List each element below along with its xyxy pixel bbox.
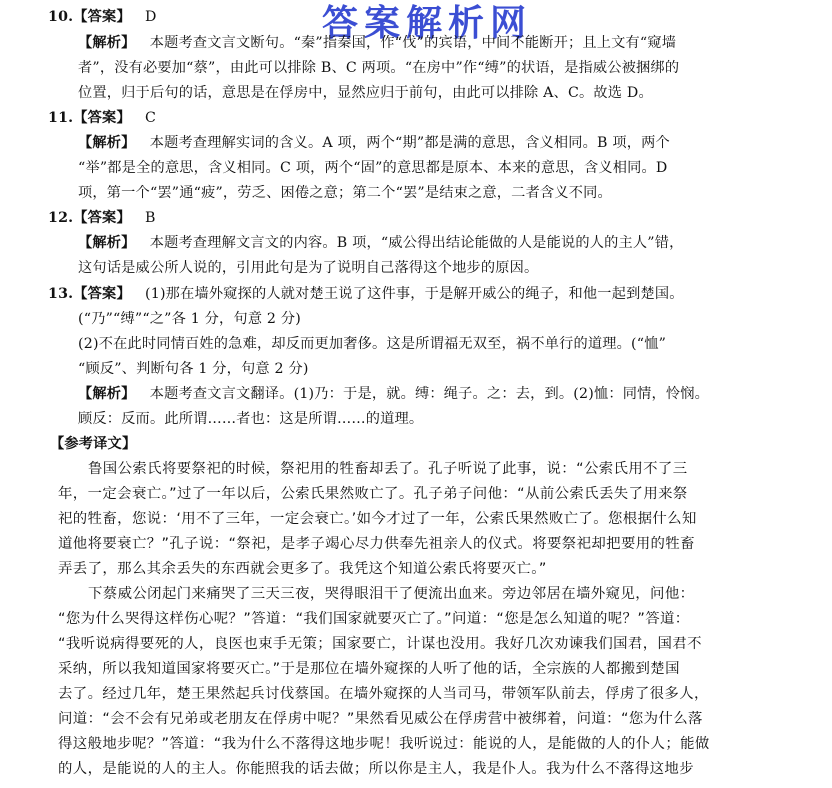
q11-analysis-line: 本题考查理解实词的含义。A 项，两个“期”都是满的意思，含义相同。B 项，两个: [149, 135, 670, 151]
q12-analysis-row: [78, 234, 684, 252]
q10-analysis-label: 【解析】: [78, 35, 136, 51]
q11-analysis-row: [78, 134, 670, 152]
q10-analysis-line: 本题考查文言文断句。“秦”指秦国，作“伐”的宾语，中间不能断开；且上文有“窥墙: [149, 35, 677, 51]
q11-answer-value: C: [144, 110, 157, 126]
translation-line: 弄丢了，那么其余丢失的东西就会更多了。我凭这个知道公索氏将要灭亡。”: [58, 561, 547, 577]
translation-line: “我听说病得要死的人，良医也束手无策；国家要亡，计谋也没用。我好几次劝谏我们国君，国君不: [58, 636, 702, 652]
q13-answer-line: (1)那在墙外窥探的人就对楚王说了这件事，于是解开威公的绳子，和他一起到楚国。: [144, 286, 684, 302]
translation-line: “您为什么哭得这样伤心呢？”答道：“我们国家就要灭亡了。”问道：“您是怎么知道的呢？”答道：: [58, 611, 690, 627]
q11-answer-label: 11.【答案】: [48, 110, 131, 126]
cut-off-text-fragment: [40, 0, 62, 2]
q12-analysis-label: 【解析】: [78, 235, 136, 251]
q13-answer-line: “顾反”、判断句各 1 分，句意 2 分): [78, 361, 309, 377]
q10-answer-row: [48, 8, 157, 26]
watermark: 答案解析网: [322, 3, 533, 44]
q13-analysis-line: 本题考查文言文翻译。(1)乃：于是，就。缚：绳子。之：去，到。(2)恤：同情，怜悯。: [149, 386, 710, 402]
q10-answer-value: D: [144, 9, 157, 25]
q12-answer-row: [48, 209, 156, 227]
q13-answer-row: [48, 285, 684, 303]
q12-analysis-line: 本题考查理解文言文的内容。B 项，“威公得出结论能做的人是能说的人的主人”错，: [149, 235, 684, 251]
q13-analysis-line: 顾反：反而。此所谓……者也：这是所谓……的道理。: [78, 411, 424, 427]
translation-line: 祀的牲畜，您说：‘用不了三年，一定会衰亡。’如今才过了一年，公索氏果然败亡了。您根据什么知: [58, 511, 697, 527]
q10-analysis-row: [78, 34, 676, 52]
q10-answer-label: 10.【答案】: [48, 9, 131, 25]
translation-line: 去了。经过几年，楚王果然起兵讨伐蔡国。在墙外窥探的人当司马，带领军队前去，俘虏了很多人，: [58, 686, 709, 702]
q12-answer-label: 12.【答案】: [48, 210, 131, 226]
translation-line: 采纳，所以我知道国家将要灭亡。”于是那位在墙外窥探的人听了他的话，全宗族的人都搬到楚国: [58, 661, 680, 677]
q11-analysis-label: 【解析】: [78, 135, 136, 151]
q13-answer-label: 13.【答案】: [48, 286, 131, 302]
q11-analysis-line: 项，第一个“罢”通“疲”，劳乏、困倦之意；第二个“罢”是结束之意，二者含义不同。: [78, 185, 612, 201]
translation-line: 鲁国公索氏将要祭祀的时候，祭祀用的牲畜却丢了。孔子听说了此事，说：“公索氏用不了三: [88, 461, 688, 477]
translation-line: 道他将要衰亡？”孔子说：“祭祀，是孝子竭心尽力供奉先祖亲人的仪式。将要祭祀却把要用的牲畜: [58, 536, 695, 552]
q11-analysis-line: “举”都是全的意思，含义相同。C 项，两个“固”的意思都是原本、本来的意思，含义相同。D: [78, 160, 668, 176]
q11-answer-row: [48, 109, 156, 127]
q12-analysis-line: 这句话是威公所人说的，引用此句是为了说明自己落得这个地步的原因。: [78, 260, 539, 276]
q13-answer-line: (“乃”“缚”“之”各 1 分，句意 2 分): [78, 311, 301, 327]
translation-line: 年，一定会衰亡。”过了一年以后，公索氏果然败亡了。孔子弟子问他：“从前公索氏丢失了用来祭: [58, 486, 688, 502]
translation-line: 下蔡威公闭起门来痛哭了三天三夜，哭得眼泪干了便流出血来。旁边邻居在墙外窥见，问他：: [88, 586, 695, 602]
q12-answer-value: B: [144, 210, 156, 226]
translation-line: 的人，是能说的人的主人。你能照我的话去做；所以你是主人，我是仆人。我为什么不落得这地步: [58, 761, 694, 777]
q13-analysis-label: 【解析】: [78, 386, 136, 402]
translation-heading: 【参考译文】: [50, 436, 137, 452]
translation-line: 问道：“会不会有兄弟或老朋友在俘虏中呢？”果然看见威公在俘虏营中被绑着，问道：“您为什么落: [58, 711, 703, 727]
q10-analysis-line: 者”，没有必要加“蔡”，由此可以排除 B、C 两项。“在房中”作“缚”的状语，是指威公被捆绑的: [78, 60, 680, 76]
q13-answer-line: (2)不在此时同情百姓的急难，却反而更加奢侈。这是所谓福无双至，祸不单行的道理。(“恤”: [78, 336, 667, 352]
translation-line: 得这般地步呢？”答道：“我为什么不落得这地步呢！我听说过：能说的人，是能做的人的仆人；能做: [58, 736, 710, 752]
q13-analysis-row: [78, 385, 709, 403]
q10-analysis-line: 位置，归于后句的话，意思是在俘房中，显然应归于前句，由此可以排除 A、C。故选 D。: [78, 85, 653, 101]
